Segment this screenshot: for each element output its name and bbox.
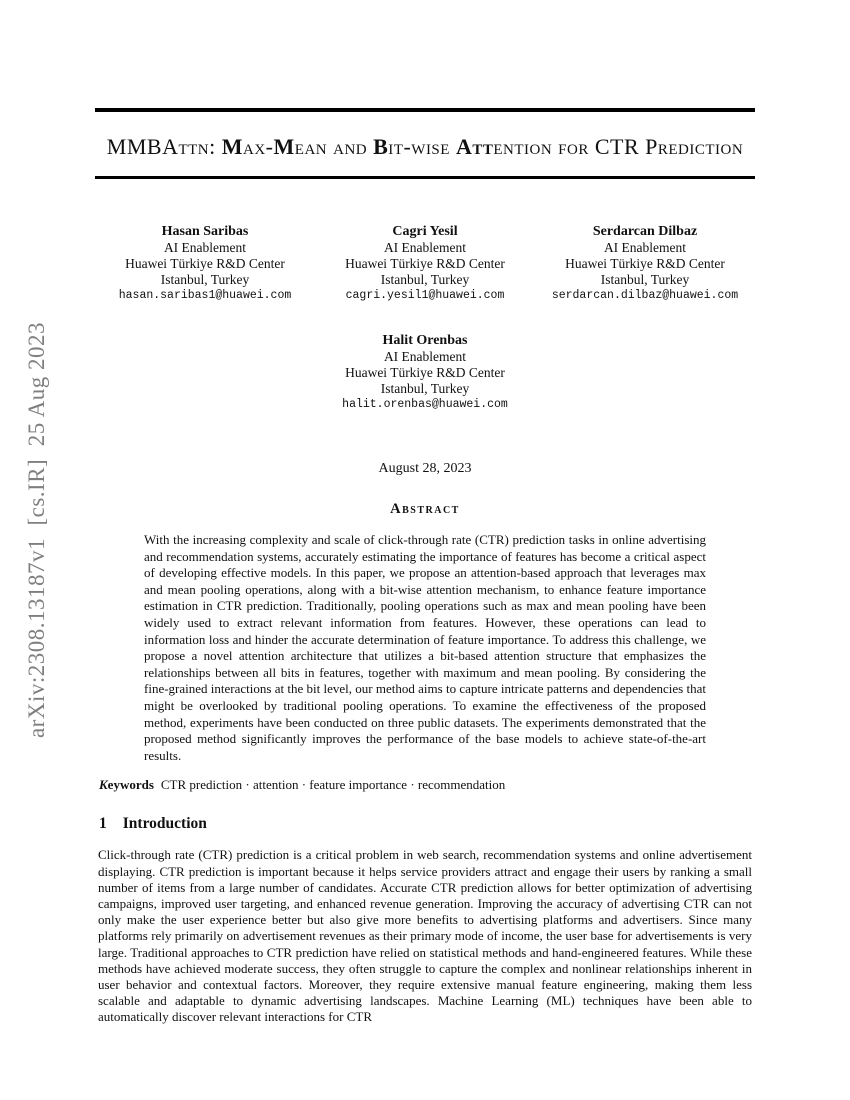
- author-email: halit.orenbas@huawei.com: [342, 398, 508, 411]
- author-department: AI Enablement: [603, 240, 687, 255]
- author-block: [95, 332, 755, 413]
- title-rule-bottom: [95, 176, 755, 179]
- title-segment: MMBAttn:: [106, 134, 222, 159]
- author-block: [535, 223, 755, 304]
- author-department: AI Enablement: [163, 240, 247, 255]
- author-email: serdarcan.dilbaz@huawei.com: [551, 289, 739, 302]
- title-segment: Att: [455, 134, 494, 159]
- author-block: [315, 223, 535, 304]
- section-title: Introduction: [122, 815, 207, 833]
- author-block: [95, 223, 315, 304]
- paper-date: August 28, 2023: [378, 461, 472, 476]
- abstract-heading: Abstract: [390, 501, 460, 517]
- authors-row: [95, 223, 755, 304]
- abstract-text: With the increasing complexity and scale of click-through rate (CTR) prediction tasks in online advertising and recommendation systems, accurately estimating the importance of features has become a critical aspect of developing effective models. In this paper, we propose an attention-based approach that leverages max and mean pooling operations, along with a bit-wise attention mechanism, to enhance feature importance estimation in CTR prediction. Traditionally, pooling operations such as max and mean pooling have been widely used to extract relevant information from features. However, these operations can lead to information loss and hinder the accurate determination of feature importance. To address this challenge, we propose a novel attention architecture that utilizes a bit-based attention structure that emphasizes the relationships between all bits in features, together with maximum and mean pooling. By considering the fine-grained interactions at the bit level, our method aims to capture intricate patterns and dependencies that might be overlooked by traditional pooling operations. To examine the effectiveness of the proposed method, experiments have been conducted on three public datasets. The experiments demonstrated that the proposed method significantly improves the performance of the base models to achieve state-of-the-art results.: [144, 532, 706, 763]
- author-email: cagri.yesil1@huawei.com: [345, 289, 505, 302]
- title-segment: ention for CTR Prediction: [493, 134, 744, 159]
- author-organization: Huawei Türkiye R&D Center: [125, 256, 285, 271]
- author-city: Istanbul, Turkey: [380, 272, 470, 287]
- author-city: Istanbul, Turkey: [160, 272, 250, 287]
- paper-content: [95, 0, 755, 1026]
- author-name: Cagri Yesil: [392, 224, 458, 239]
- section-number: 1: [99, 815, 107, 833]
- keywords-label: eywords: [107, 777, 154, 793]
- title-segment: M: [273, 134, 295, 159]
- author-organization: Huawei Türkiye R&D Center: [345, 256, 505, 271]
- keywords-text: CTR prediction · attention · feature importance · recommendation: [160, 777, 506, 793]
- author-name: Hasan Saribas: [161, 224, 249, 239]
- title-segment: ax-: [243, 134, 274, 159]
- author-organization: Huawei Türkiye R&D Center: [345, 365, 505, 380]
- arxiv-watermark: arXiv:2308.13187v1 [cs.IR] 25 Aug 2023: [24, 321, 49, 739]
- author-organization: Huawei Türkiye R&D Center: [565, 256, 725, 271]
- author-city: Istanbul, Turkey: [600, 272, 690, 287]
- title-segment: B: [373, 134, 389, 159]
- introduction-text: Click-through rate (CTR) prediction is a critical problem in web search, recommendation systems and online advertisement displaying. CTR prediction is important because it helps service providers attract and engage their users by ranking a small number of items from a large number of candidates. Accurate CTR prediction allows for better optimization of advertising campaigns, improved user targeting, and enhanced revenue generation. Improving the accuracy of advertising CTR can not only make the user experience better but also give more benefits to advertising platforms and advertisers. Since many platforms rely primarily on advertisement revenues as their primary mode of income, the user base for advertisements is very large. Traditional approaches to CTR prediction have relied on statistical methods and hand-engineered features. While these methods have achieved moderate success, they often struggle to capture the complex and nonlinear relationships inherent in user behavior and contextual factors. Moreover, they require extensive manual feature engineering, making them less scalable and adaptable to dynamic advertising landscapes. Machine Learning (ML) techniques have been able to automatically discover relevant interactions for CTR: [98, 847, 752, 1025]
- title-segment: ean and: [294, 134, 374, 159]
- author-department: AI Enablement: [383, 349, 467, 364]
- author-name: Halit Orenbas: [382, 333, 468, 348]
- title-segment: M: [221, 134, 244, 159]
- keywords-label: K: [99, 777, 108, 793]
- section-heading-introduction: [99, 815, 755, 833]
- author-department: AI Enablement: [383, 240, 467, 255]
- author-email: hasan.saribas1@huawei.com: [118, 289, 292, 302]
- paper-title: [105, 132, 745, 162]
- author-city: Istanbul, Turkey: [380, 381, 470, 396]
- author-name: Serdarcan Dilbaz: [592, 224, 698, 239]
- title-rule-top: [95, 108, 755, 112]
- title-segment: it-wise: [388, 134, 456, 159]
- keywords-line: [99, 777, 755, 793]
